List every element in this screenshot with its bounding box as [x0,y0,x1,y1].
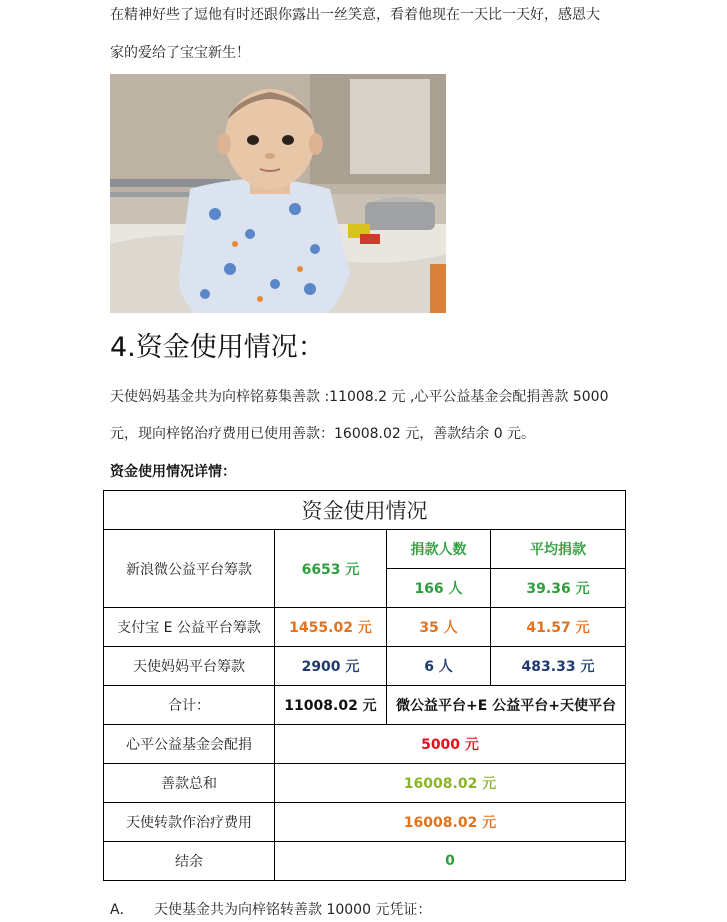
row-label-match: 心平公益基金会配捐 [104,725,275,764]
table-row [104,842,626,881]
table-caption: 资金使用情况 [104,491,626,530]
table-row [104,686,626,725]
col-header-donors: 捐款人数 [387,530,491,569]
baby-photo [110,74,446,313]
match-value: 5000 元 [275,725,626,764]
row-label-total: 合计： [104,686,275,725]
alipay-average: 41.57 元 [491,608,626,647]
row-label-angel: 天使妈妈平台筹款 [104,647,275,686]
transfer-value: 16008.02 元 [275,803,626,842]
row-label-alipay: 支付宝 E 公益平台筹款 [104,608,275,647]
list-marker: A． [110,902,134,918]
row-label-weibo: 新浪微公益平台筹款 [104,530,275,608]
sum-value: 16008.02 元 [275,764,626,803]
summary-text-line-1: 天使妈妈基金共为向梓铭募集善款 :11008.2 元 ,心平公益基金会配捐善款 5000 [110,389,609,405]
summary-text-line-2: 元，现向梓铭治疗费用已使用善款：16008.02 元，善款结余 0 元。 [110,426,536,442]
story-text-line-1: 在精神好些了逗他有时还跟你露出一丝笑意，看着他现在一天比一天好，感恩大 [110,7,600,23]
angel-amount: 2900 元 [275,647,387,686]
weibo-donors: 166 人 [387,569,491,608]
weibo-average: 39.36 元 [491,569,626,608]
weibo-amount: 6653 元 [275,530,387,608]
voucher-caption [110,900,431,920]
table-row [104,803,626,842]
row-label-sum: 善款总和 [104,764,275,803]
table-row [104,725,626,764]
balance-value: 0 [275,842,626,881]
fund-usage-table [103,490,626,881]
alipay-amount: 1455.02 元 [275,608,387,647]
row-label-transfer: 天使转款作治疗费用 [104,803,275,842]
details-heading: 资金使用情况详情： [110,464,236,480]
row-label-balance: 结余 [104,842,275,881]
angel-donors: 6 人 [387,647,491,686]
table-row [104,764,626,803]
alipay-donors: 35 人 [387,608,491,647]
total-amount: 11008.02 元 [275,686,387,725]
table-caption-row [104,491,626,530]
total-note: 微公益平台+E 公益平台+天使平台 [387,686,626,725]
section-title: 4.资金使用情况： [110,332,325,363]
voucher-caption-text: 天使基金共为向梓铭转善款 10000 元凭证： [154,902,432,918]
story-text-line-2: 家的爱给了宝宝新生！ [110,45,250,61]
angel-average: 483.33 元 [491,647,626,686]
table-row [104,647,626,686]
col-header-average: 平均捐款 [491,530,626,569]
table-row [104,608,626,647]
table-row [104,530,626,569]
